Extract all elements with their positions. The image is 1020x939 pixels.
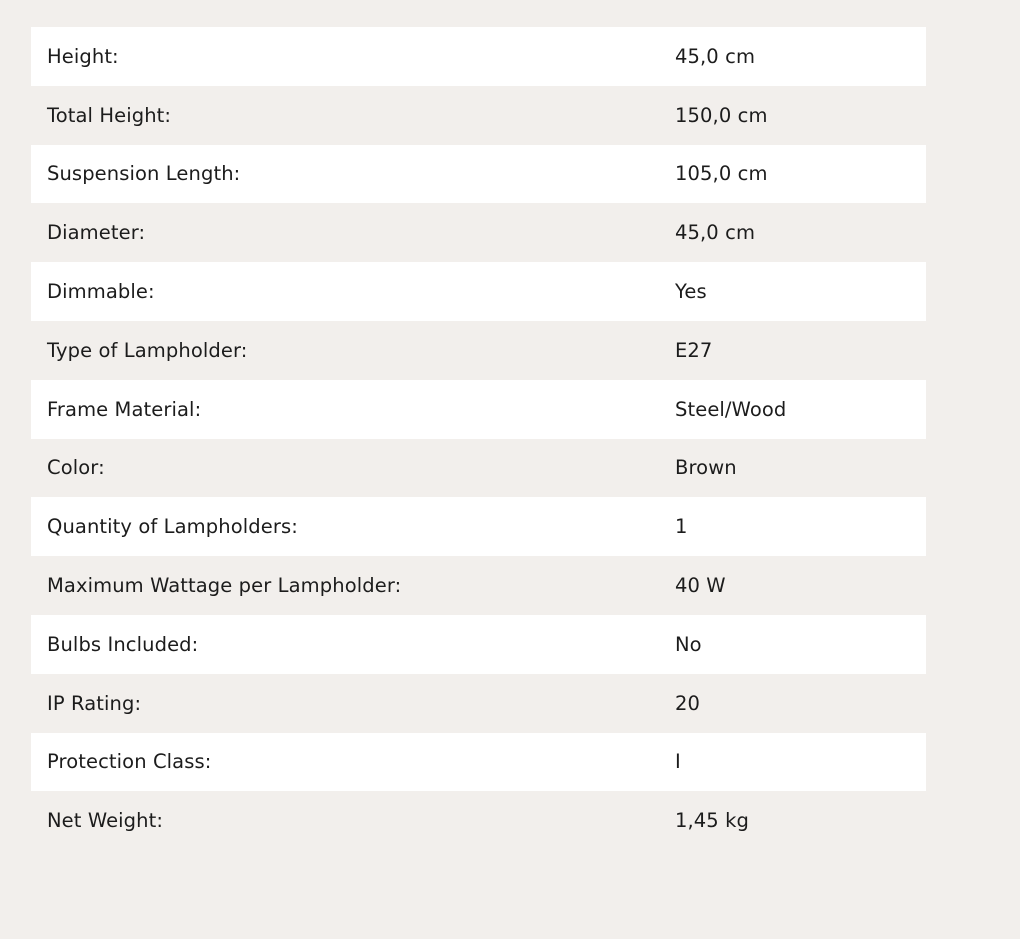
spec-table — [31, 27, 926, 850]
spec-row-suspension-length — [31, 145, 926, 204]
spec-label: Suspension Length: — [47, 162, 241, 186]
spec-value: 1 — [675, 515, 688, 539]
spec-value: 20 — [675, 691, 701, 715]
spec-row-dimmable — [31, 262, 926, 321]
spec-row-max-wattage — [31, 556, 926, 615]
spec-value: 105,0 cm — [675, 162, 768, 186]
spec-value: 45,0 cm — [675, 221, 756, 245]
spec-label: IP Rating: — [47, 691, 142, 715]
spec-row-diameter — [31, 203, 926, 262]
spec-label: Height: — [47, 44, 119, 68]
spec-value: Yes — [675, 280, 707, 304]
spec-row-height — [31, 27, 926, 86]
spec-row-net-weight — [31, 791, 926, 850]
spec-value: 45,0 cm — [675, 44, 756, 68]
spec-value: Steel/Wood — [675, 397, 787, 421]
spec-value: Brown — [675, 456, 737, 480]
spec-label: Dimmable: — [47, 280, 155, 304]
spec-label: Type of Lampholder: — [47, 338, 248, 362]
spec-row-protection-class — [31, 733, 926, 792]
spec-label: Color: — [47, 456, 105, 480]
spec-row-color — [31, 439, 926, 498]
spec-label: Total Height: — [47, 103, 172, 127]
spec-row-bulbs-included — [31, 615, 926, 674]
spec-value: 40 W — [675, 574, 726, 598]
spec-label: Frame Material: — [47, 397, 202, 421]
spec-row-total-height — [31, 86, 926, 145]
spec-value: 1,45 kg — [675, 809, 749, 833]
spec-label: Quantity of Lampholders: — [47, 515, 298, 539]
spec-value: No — [675, 632, 702, 656]
spec-value: E27 — [675, 338, 713, 362]
spec-label: Bulbs Included: — [47, 632, 199, 656]
spec-row-lampholder-type — [31, 321, 926, 380]
spec-label: Net Weight: — [47, 809, 164, 833]
spec-label: Maximum Wattage per Lampholder: — [47, 574, 402, 598]
spec-label: Diameter: — [47, 221, 146, 245]
spec-label: Protection Class: — [47, 750, 212, 774]
spec-row-ip-rating — [31, 674, 926, 733]
spec-row-lampholder-quantity — [31, 497, 926, 556]
spec-row-frame-material — [31, 380, 926, 439]
spec-value: 150,0 cm — [675, 103, 768, 127]
spec-value: I — [675, 750, 681, 774]
